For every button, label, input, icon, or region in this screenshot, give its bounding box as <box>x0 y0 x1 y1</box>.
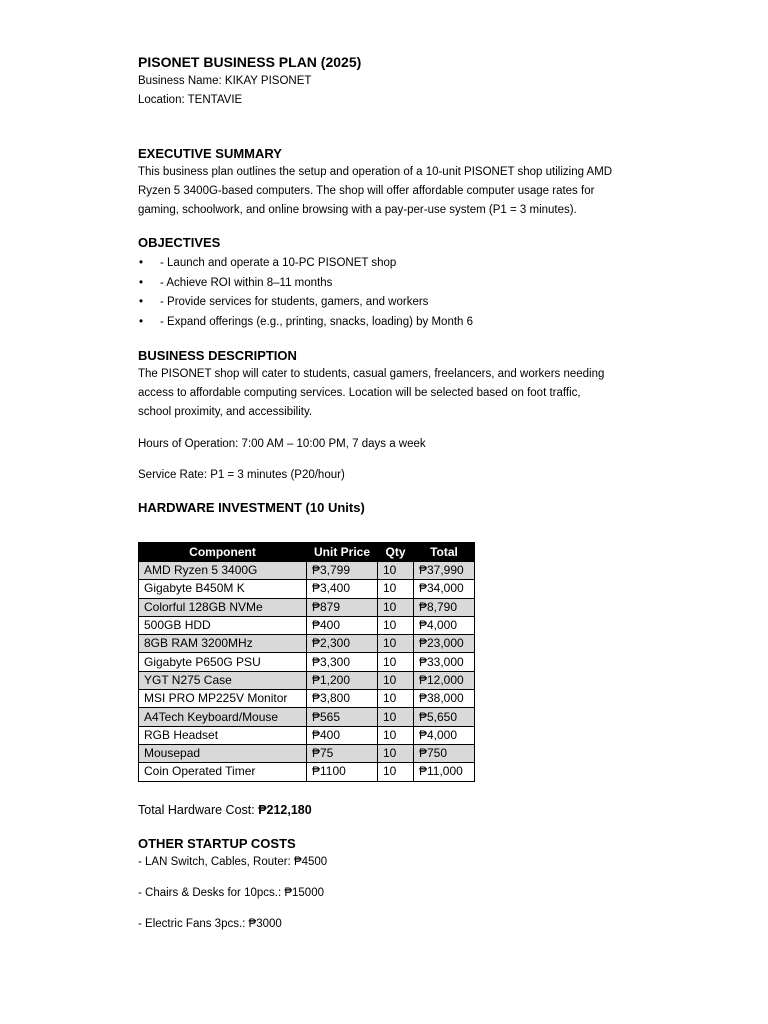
objectives-heading: OBJECTIVES <box>138 235 221 250</box>
bullet-icon: • <box>139 315 144 328</box>
total-hardware-cost <box>138 801 312 819</box>
table-row: Colorful 128GB NVMe ₱879 10 ₱8,790 <box>139 598 475 616</box>
table-row: MSI PRO MP225V Monitor ₱3,800 10 ₱38,000 <box>139 690 475 708</box>
cost-item: - Chairs & Desks for 10pcs.: ₱15000 <box>138 887 324 899</box>
bullet-icon: • <box>139 276 144 289</box>
hardware-table-wrap <box>138 542 475 782</box>
summary-line: gaming, schoolwork, and online browsing with a pay-per-use system (P1 = 3 minutes). <box>138 204 577 216</box>
table-row: Gigabyte P650G PSU ₱3,300 10 ₱33,000 <box>139 653 475 671</box>
table-row: YGT N275 Case ₱1,200 10 ₱12,000 <box>139 671 475 689</box>
business-description-section <box>138 347 604 422</box>
cost-item: - LAN Switch, Cables, Router: ₱4500 <box>138 856 328 868</box>
bullet-icon: • <box>139 257 144 269</box>
table-row: AMD Ryzen 5 3400G ₱3,799 10 ₱37,990 <box>139 562 475 580</box>
list-item: • - Achieve ROI within 8–11 months <box>138 274 473 294</box>
service-rate: Service Rate: P1 = 3 minutes (P20/hour) <box>138 469 345 481</box>
hardware-table <box>138 542 475 782</box>
other-startup-costs-heading: OTHER STARTUP COSTS <box>138 836 296 851</box>
header-block <box>138 52 361 110</box>
objectives-section <box>138 234 473 332</box>
executive-summary-heading: EXECUTIVE SUMMARY <box>138 146 282 161</box>
hours-of-operation: Hours of Operation: 7:00 AM – 10:00 PM, 7 days a week <box>138 438 426 450</box>
executive-summary-section <box>138 145 612 220</box>
cost-item: - Electric Fans 3pcs.: ₱3000 <box>138 918 282 930</box>
description-line: access to affordable computing services. Location will be selected based on foot traffic, <box>138 387 581 399</box>
table-row: Coin Operated Timer ₱1100 10 ₱11,000 <box>139 763 475 781</box>
table-row: A4Tech Keyboard/Mouse ₱565 10 ₱5,650 <box>139 708 475 726</box>
total-hardware-value: ₱212,180 <box>258 803 312 817</box>
summary-line: This business plan outlines the setup and operation of a 10-unit PISONET shop utilizing AMD <box>138 166 613 178</box>
column-header-component: Component <box>139 543 307 562</box>
description-line: school proximity, and accessibility. <box>138 406 313 418</box>
description-line: The PISONET shop will cater to students, casual gamers, freelancers, and workers needing <box>138 368 605 380</box>
column-header-qty: Qty <box>378 543 414 562</box>
hardware-heading: HARDWARE INVESTMENT (10 Units) <box>138 500 365 515</box>
list-item: • - Launch and operate a 10-PC PISONET shop <box>138 254 473 274</box>
total-hardware-label: Total Hardware Cost: <box>138 803 259 817</box>
column-header-total: Total <box>414 543 475 562</box>
bullet-icon: • <box>139 296 144 308</box>
other-startup-costs-section <box>138 835 327 934</box>
list-item: • - Provide services for students, gamers, and workers <box>138 293 473 313</box>
table-row: 8GB RAM 3200MHz ₱2,300 10 ₱23,000 <box>139 635 475 653</box>
business-name: Business Name: KIKAY PISONET <box>138 75 312 87</box>
summary-line: Ryzen 5 3400G-based computers. The shop will offer affordable computer usage rates for <box>138 185 595 197</box>
table-header-row <box>139 543 475 562</box>
table-row: Gigabyte B450M K ₱3,400 10 ₱34,000 <box>139 580 475 598</box>
list-item: • - Expand offerings (e.g., printing, snacks, loading) by Month 6 <box>138 313 473 333</box>
column-header-unit-price: Unit Price <box>307 543 378 562</box>
table-row: RGB Headset ₱400 10 ₱4,000 <box>139 726 475 744</box>
objectives-list <box>138 254 473 332</box>
table-row: 500GB HDD ₱400 10 ₱4,000 <box>139 616 475 634</box>
table-row: Mousepad ₱75 10 ₱750 <box>139 744 475 762</box>
business-description-heading: BUSINESS DESCRIPTION <box>138 348 297 363</box>
location: Location: TENTAVIE <box>138 94 243 106</box>
document-title: PISONET BUSINESS PLAN (2025) <box>138 54 362 70</box>
